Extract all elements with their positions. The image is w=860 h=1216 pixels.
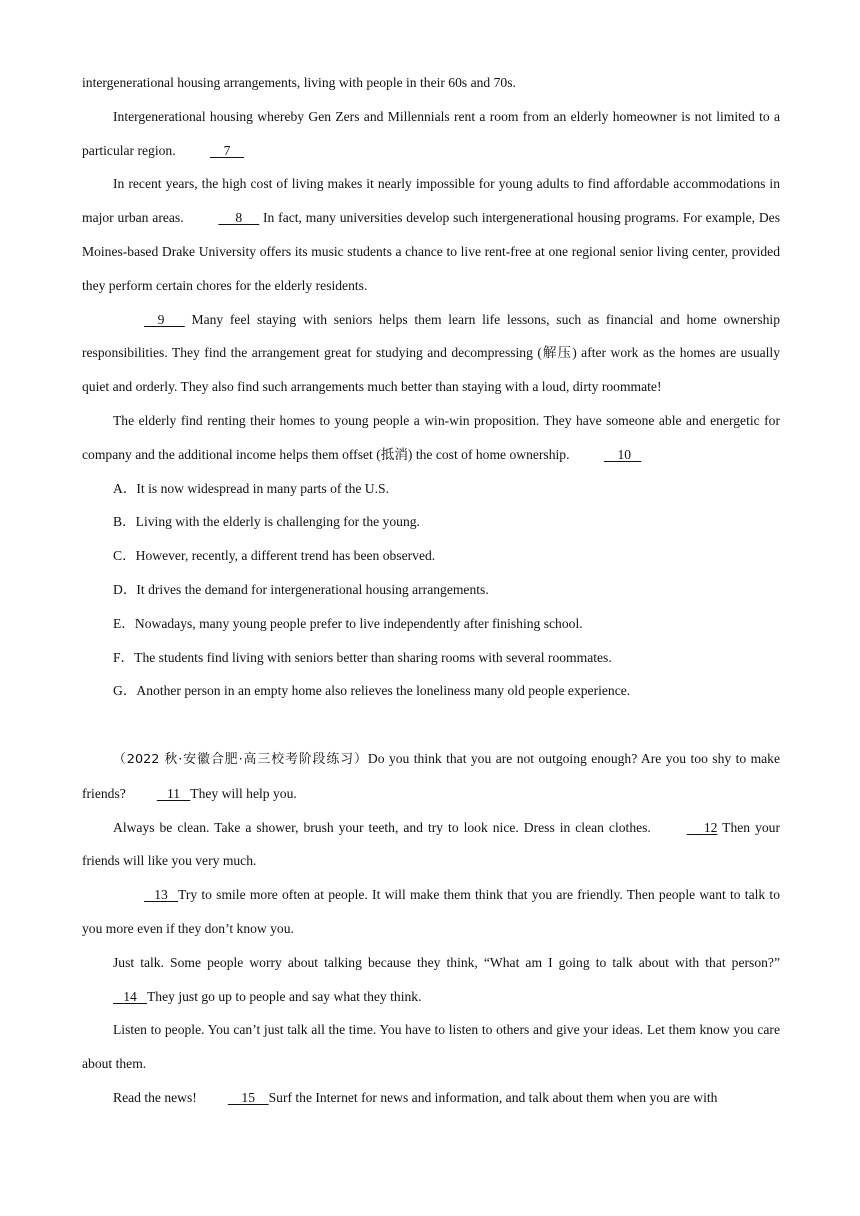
blank-number: 9 — [157, 311, 165, 327]
paragraph-text: Then your friends will like you very much. — [82, 819, 781, 869]
answer-blank-7[interactable] — [179, 134, 244, 168]
answer-blank-10[interactable] — [573, 438, 641, 472]
answer-blank-13[interactable] — [113, 878, 178, 912]
paragraph-text: In recent years, the high cost of living makes it nearly impossible for young adults to find affordable accommodations in major urban areas. — [82, 176, 780, 226]
paragraph-text: Do you think that you are not outgoing enough? Are you too shy to make friends? — [82, 750, 781, 801]
blank-number: 13 — [154, 887, 168, 903]
paragraph-text: Read the news! — [113, 1089, 197, 1105]
paragraph-text: intergenerational housing arrangements, living with people in their 60s and 70s. — [82, 75, 516, 90]
paragraph-text: Listen to people. You can’t just talk all the time. You have to listen to others and give your ideas. Let them know you care about them. — [82, 1022, 780, 1072]
blank-number: 10 — [617, 446, 632, 462]
paragraph-text: They just go up to people and say what they think. — [147, 988, 422, 1004]
section-gap — [82, 708, 780, 742]
option-b: B．Living with the elderly is challenging for the young. — [113, 514, 420, 530]
answer-blank-9[interactable] — [113, 303, 185, 337]
paragraph-text: Intergenerational housing whereby Gen Zers and Millennials rent a room from an elderly homeowner is not limited to a particular region. — [82, 108, 780, 158]
option-c: C．However, recently, a different trend has been observed. — [113, 548, 436, 564]
blank-number: 12 — [703, 819, 718, 835]
paragraph-13 — [82, 878, 780, 946]
answer-blank-15[interactable] — [197, 1081, 269, 1115]
options-list — [82, 472, 780, 709]
answer-blank-8[interactable] — [187, 201, 259, 235]
option-d: D．It drives the demand for intergenerational housing arrangements. — [113, 581, 489, 597]
paragraph-10 — [82, 404, 780, 472]
paragraph-9 — [82, 303, 780, 404]
paragraph-listen — [82, 1013, 780, 1081]
answer-blank-12[interactable] — [656, 811, 718, 845]
question-source: （2022 秋·安徽合肥·高三校考阶段练习） — [113, 751, 368, 767]
option-f: F．The students find living with seniors better than sharing rooms with several roommates. — [113, 649, 612, 665]
blank-number: 7 — [223, 142, 231, 158]
answer-blank-11[interactable] — [126, 777, 191, 811]
option-a: A．It is now widespread in many parts of the U.S. — [113, 480, 389, 496]
blank-number: 11 — [167, 785, 181, 801]
paragraph-continuation — [82, 66, 780, 100]
blank-number: 8 — [235, 210, 243, 226]
answer-blank-14[interactable] — [82, 980, 147, 1014]
paragraph-8 — [82, 167, 780, 302]
document-page — [82, 66, 780, 1115]
paragraph-7 — [82, 100, 780, 168]
blank-number: 15 — [241, 1089, 255, 1105]
paragraph-15 — [82, 1081, 780, 1115]
paragraph-text: Try to smile more often at people. It will make them think that you are friendly. Then people want to talk to you more even if they don’t know you. — [82, 887, 780, 936]
paragraph-text: Many feel staying with seniors helps them learn life lessons, such as financial and home ownership responsibilities. They find the arrangement great for studying and decompressing (解压) after work as the homes are usually quiet and orderly. They also find such arrangements much better than staying with a loud, dirty roommate! — [82, 311, 780, 395]
paragraph-11 — [82, 742, 780, 811]
option-g: G．Another person in an empty home also relieves the loneliness many old people experience. — [113, 683, 631, 699]
paragraph-text: The elderly find renting their homes to young people a win-win proposition. They have someone able and energetic for company and the additional income helps them offset (抵消) the cost of home ownership. — [82, 412, 780, 462]
paragraph-14 — [82, 946, 780, 1014]
paragraph-text: Always be clean. Take a shower, brush your teeth, and try to look nice. Dress in clean clothes. — [113, 819, 651, 835]
paragraph-text: Just talk. Some people worry about talking because they think, “What am I going to talk about with that person?” — [113, 954, 780, 970]
paragraph-text: Surf the Internet for news and information, and talk about them when you are with — [268, 1089, 718, 1105]
paragraph-text: They will help you. — [190, 785, 297, 801]
blank-number: 14 — [123, 988, 137, 1004]
paragraph-text: In fact, many universities develop such intergenerational housing programs. For example, Des Moines-based Drake University offers its music students a chance to live rent-free at one regional senior living center, provided they perform certain chores for the elderly residents. — [82, 210, 780, 293]
paragraph-12 — [82, 811, 780, 879]
option-e: E．Nowadays, many young people prefer to live independently after finishing school. — [113, 615, 583, 631]
